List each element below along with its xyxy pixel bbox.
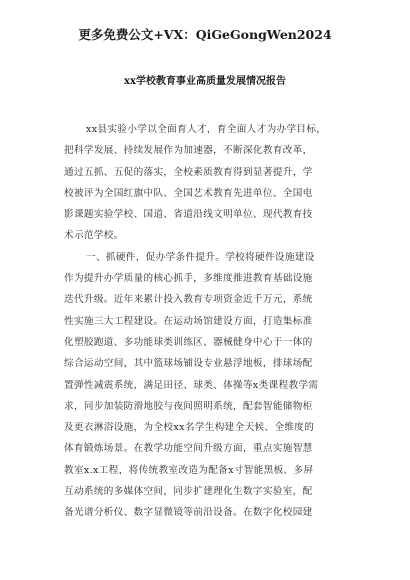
body-line: 及更衣淋浴设施，为全校xx名学生构建全天候、全维度的 <box>64 422 315 434</box>
body-line: 备光谱分析仪、数字显微镜等前沿设备。在数字化校园建 <box>64 507 313 519</box>
body-line: 作为提升办学质量的核心抓手，多维度推进教育基础设施 <box>64 273 313 285</box>
body-line: 迭代升级。近年来累计投入教育专项资金近千万元，系统 <box>64 294 313 306</box>
body-line: 影课题实验学校、国道、省道沿线文明单位、现代教育技 <box>64 209 313 221</box>
body-line: 性实施三大工程建设。在运动场馆建设方面，打造集标准 <box>64 315 313 327</box>
body-line: 把科学发展、持续发展作为加速器，不断深化教育改革， <box>64 145 313 157</box>
body-line: 求，同步加装防滑地胶与夜间照明系统，配套智能储物柜 <box>64 400 313 412</box>
body-line: 体育锻炼场景。在教学功能空间升级方面，重点实施智慧 <box>64 443 313 455</box>
report-body <box>64 119 354 524</box>
body-line: 校被评为全国红旗中队、全国艺术教育先进单位、全国电 <box>64 187 313 199</box>
body-line: 通过五抓、五促的落实，全校素质教育得到显著提升，学 <box>64 166 313 178</box>
body-line: xx县实验小学以全面育人才，育全面人才为办学目标， <box>86 124 327 135</box>
report-title: xx学校教育事业高质量发展情况报告 <box>124 76 286 87</box>
body-line: 互动系统的多媒体空间，同步扩建理化生数字实验室，配 <box>64 486 313 498</box>
body-line: 化塑胶跑道、多功能球类训练区、器械健身中心于一体的 <box>64 336 313 348</box>
body-line: 教室x.x工程，将传统教室改造为配备x寸智能黑板、多屏 <box>64 464 314 476</box>
body-line: 置弹性减震系统，满足田径、球类、体操等x类课程教学需 <box>64 379 319 391</box>
body-line: 术示范学校。 <box>64 230 124 242</box>
promo-banner: 更多免费公文+VX：QiGeGongWen2024 <box>78 27 332 42</box>
body-line: 一、抓硬件，促办学条件提升。学校将硬件设施建设 <box>86 251 315 263</box>
body-line: 综合运动空间，其中篮球场铺设专业悬浮地板，排球场配 <box>64 358 313 370</box>
